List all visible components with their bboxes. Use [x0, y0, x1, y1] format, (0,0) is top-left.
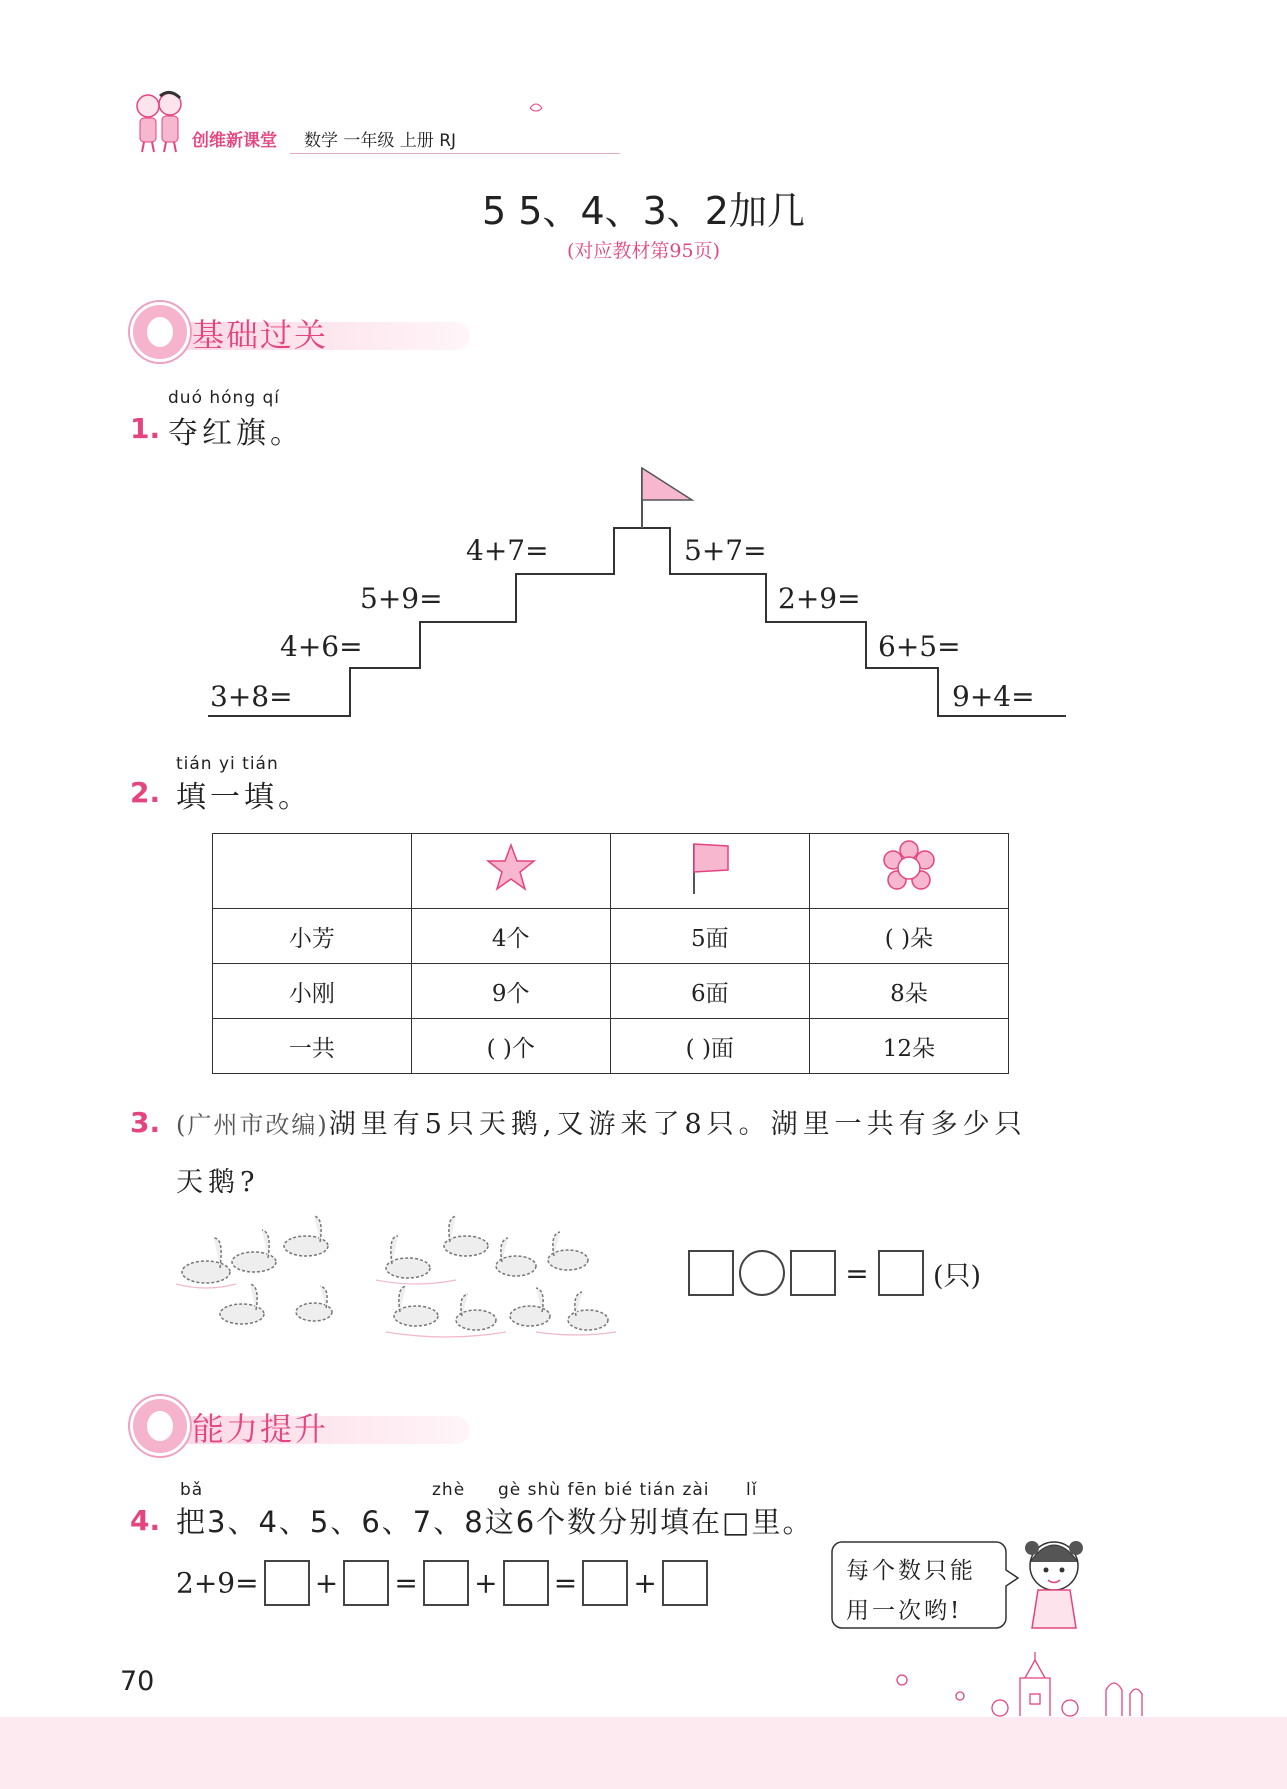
table-row [213, 1019, 1009, 1074]
plus-sign: + [314, 1566, 339, 1600]
q1-number: 1. [130, 412, 161, 445]
unit-label: (只) [932, 1260, 982, 1292]
flag-icon [684, 840, 736, 896]
step-eq-left-2: 4+6= [280, 630, 363, 663]
header-flower [809, 834, 1008, 909]
fill-box-1[interactable] [264, 1560, 310, 1606]
step-eq-left-1: 3+8= [210, 680, 293, 713]
section-label: 基础过关 [192, 316, 329, 354]
q3-line1 [176, 1102, 1027, 1141]
eq-start: 2+9= [176, 1566, 259, 1600]
step-eq-left-4: 4+7= [466, 534, 549, 567]
fill-box-5[interactable] [582, 1560, 628, 1606]
step-eq-right-1: 5+7= [684, 534, 767, 567]
q4-number: 4. [130, 1504, 161, 1537]
staircase-diagram [200, 460, 1080, 730]
answer-box-result[interactable] [878, 1250, 924, 1296]
bottom-band [0, 1717, 1287, 1789]
section-label: 能力提升 [192, 1410, 329, 1448]
q3-text-line1: 湖里有5只天鹅,又游来了8只。湖里一共有多少只 [328, 1109, 1027, 1140]
answer-box-2[interactable] [790, 1250, 836, 1296]
cell-flags: 5面 [610, 909, 809, 964]
equals-sign: = [845, 1256, 869, 1290]
header-star [411, 834, 610, 909]
q4-pinyin-rest: gè shù fēn bié tián zài [498, 1480, 710, 1500]
cell-stars: 9个 [411, 964, 610, 1019]
avatar-icon [130, 302, 190, 362]
lesson-title: 5 5、4、3、2加几 [482, 189, 805, 233]
q2-pinyin: tián yi tián [176, 754, 279, 774]
sparkle-icon [528, 98, 548, 118]
row-name: 小刚 [213, 964, 412, 1019]
cell-flags[interactable]: ( )面 [610, 1019, 809, 1074]
q1-text: 夺红旗。 [168, 416, 304, 451]
fill-box-6[interactable] [662, 1560, 708, 1606]
cell-stars: 4个 [411, 909, 610, 964]
section-basic [130, 302, 490, 356]
castle-decoration-icon [880, 1650, 1180, 1720]
q4-equation-chain [176, 1560, 708, 1606]
avatar-icon [130, 1396, 190, 1456]
cell-flowers: 8朵 [809, 964, 1008, 1019]
table-header-row [213, 834, 1009, 909]
q3-number: 3. [130, 1106, 161, 1139]
cell-flowers[interactable]: ( )朵 [809, 909, 1008, 964]
fill-box-2[interactable] [343, 1560, 389, 1606]
answer-box-1[interactable] [688, 1250, 734, 1296]
star-icon [485, 842, 537, 894]
table-row [213, 964, 1009, 1019]
bubble-line-2: 用一次哟! [846, 1598, 963, 1624]
step-eq-right-2: 2+9= [778, 582, 861, 615]
plus-sign: + [474, 1566, 498, 1600]
bubble-line-1: 每个数只能 [846, 1558, 976, 1584]
section-advanced [130, 1396, 490, 1450]
cell-flags: 6面 [610, 964, 809, 1019]
row-name: 一共 [213, 1019, 412, 1074]
q2-number: 2. [130, 776, 161, 809]
brand-name: 创维新课堂 [192, 131, 277, 151]
step-eq-left-3: 5+9= [360, 582, 443, 615]
q2-text: 填一填。 [176, 780, 312, 815]
cell-flowers: 12朵 [809, 1019, 1008, 1074]
equals-sign: = [553, 1566, 578, 1600]
row-name: 小芳 [213, 909, 412, 964]
plus-sign: + [633, 1566, 657, 1600]
operator-circle[interactable] [739, 1250, 785, 1296]
page-header [130, 88, 490, 156]
q4-pinyin-li: lǐ [746, 1480, 758, 1500]
cell-stars[interactable]: ( )个 [411, 1019, 610, 1074]
q3-source: (广州市改编) [176, 1111, 329, 1139]
fill-box-4[interactable] [503, 1560, 549, 1606]
q3-answer-equation [688, 1250, 981, 1296]
table-corner [213, 834, 412, 909]
q3-text-line2: 天鹅? [176, 1167, 260, 1198]
girl-icon [1020, 1532, 1090, 1632]
page-number: 70 [120, 1666, 155, 1697]
book-info: 数学 一年级 上册 RJ [304, 131, 457, 151]
fill-table [212, 833, 1009, 1074]
q4-text: 把3、4、5、6、7、8这6个数分别填在□里。 [176, 1505, 814, 1539]
flag-icon [642, 468, 692, 500]
step-eq-right-3: 6+5= [878, 630, 961, 663]
header-flag [610, 834, 809, 909]
swan-illustration [176, 1212, 626, 1342]
kids-logo-icon [130, 88, 192, 154]
q1-pinyin: duó hóng qí [168, 388, 281, 408]
fill-box-3[interactable] [423, 1560, 469, 1606]
step-eq-right-4: 9+4= [952, 680, 1035, 713]
equals-sign: = [394, 1566, 418, 1600]
lesson-subtitle: (对应教材第95页) [566, 240, 720, 262]
q4-pinyin-zhe: zhè [432, 1480, 466, 1500]
flower-icon [881, 840, 937, 896]
table-row [213, 909, 1009, 964]
header-divider [290, 153, 620, 154]
q4-pinyin-ba: bǎ [180, 1480, 204, 1500]
